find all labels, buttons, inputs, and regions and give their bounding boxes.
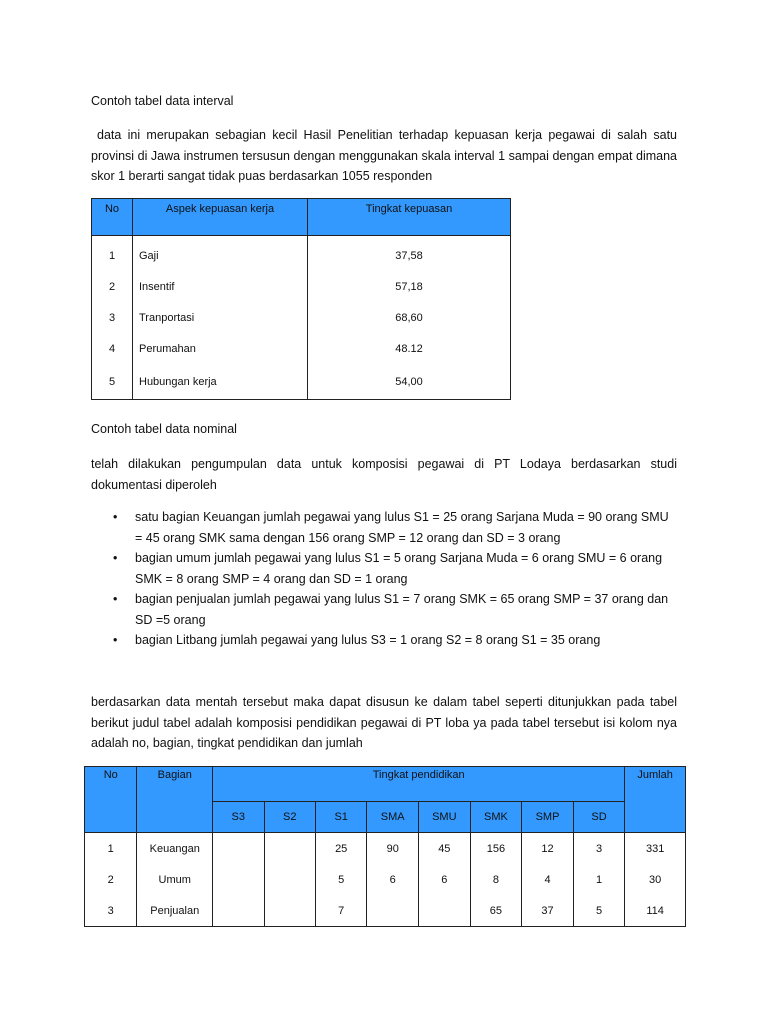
cell-tingkat: 54,00 (308, 364, 511, 400)
cell-no: 3 (92, 302, 133, 333)
cell-sma (367, 895, 419, 927)
cell-s2 (264, 833, 315, 865)
cell-s1: 25 (315, 833, 366, 865)
cell-smk: 65 (470, 895, 522, 927)
paragraph-interval: data ini merupakan sebagian kecil Hasil Penelitian terhadap kepuasan kerja pegawai di salah satu provinsi di Jawa instrumen tersusun dengan menggunakan skala interval 1 sampai dengan empat dimana skor 1 berarti sangat tidak puas berdasarkan 1055 responden (91, 128, 677, 183)
cell-smu (419, 895, 471, 927)
table-subheader-s3: S3 (213, 802, 264, 833)
cell-sd: 3 (573, 833, 624, 865)
cell-sd: 1 (573, 864, 624, 895)
cell-s2 (264, 864, 315, 895)
cell-no: 5 (92, 364, 133, 400)
table-header-no: No (92, 199, 133, 236)
cell-smu: 6 (419, 864, 471, 895)
cell-sma: 6 (367, 864, 419, 895)
cell-tingkat: 37,58 (308, 236, 511, 272)
table-subheader-smk: SMK (470, 802, 522, 833)
table-row (85, 833, 686, 865)
table-subheader-smu: SMU (419, 802, 471, 833)
cell-jumlah: 114 (625, 895, 686, 927)
cell-tingkat: 68,60 (308, 302, 511, 333)
table-nominal (84, 766, 686, 927)
cell-aspek: Tranportasi (133, 302, 308, 333)
cell-aspek: Perumahan (133, 333, 308, 364)
table-interval (91, 198, 511, 400)
cell-bagian: Umum (137, 864, 213, 895)
table-row (92, 271, 511, 302)
cell-no: 2 (85, 864, 137, 895)
cell-smp: 12 (522, 833, 574, 865)
bullet-icon: • (113, 592, 118, 606)
table-header-tingkat-pendidikan: Tingkat pendidikan (213, 767, 625, 802)
cell-jumlah: 30 (625, 864, 686, 895)
table-row (92, 236, 511, 272)
heading-interval: Contoh tabel data interval (91, 94, 234, 108)
cell-no: 1 (92, 236, 133, 272)
cell-no: 3 (85, 895, 137, 927)
cell-aspek: Insentif (133, 271, 308, 302)
bullet-icon: • (113, 551, 118, 565)
cell-smp: 37 (522, 895, 574, 927)
list-item: • bagian penjualan jumlah pegawai yang lulus S1 = 7 orang SMK = 65 orang SMP = 37 orang dan SD =5 orang (91, 589, 677, 630)
cell-s3 (213, 864, 264, 895)
cell-s2 (264, 895, 315, 927)
cell-smu: 45 (419, 833, 471, 865)
cell-tingkat: 48.12 (308, 333, 511, 364)
table-row (85, 895, 686, 927)
cell-sma: 90 (367, 833, 419, 865)
cell-sd: 5 (573, 895, 624, 927)
cell-no: 1 (85, 833, 137, 865)
table-subheader-sma: SMA (367, 802, 419, 833)
table-row (92, 333, 511, 364)
cell-smk: 8 (470, 864, 522, 895)
cell-aspek: Hubungan kerja (133, 364, 308, 400)
table-header-no: No (85, 767, 137, 833)
bullet-icon: • (113, 633, 118, 647)
table-header-tingkat: Tingkat kepuasan (308, 199, 511, 236)
cell-no: 2 (92, 271, 133, 302)
table-row (85, 864, 686, 895)
table-subheader-smp: SMP (522, 802, 574, 833)
table-subheader-s2: S2 (264, 802, 315, 833)
cell-s1: 7 (315, 895, 366, 927)
table-header-bagian: Bagian (137, 767, 213, 833)
bullet-icon: • (113, 510, 118, 524)
table-header-aspek: Aspek kepuasan kerja (133, 199, 308, 236)
cell-jumlah: 331 (625, 833, 686, 865)
heading-nominal: Contoh tabel data nominal (91, 422, 237, 436)
list-item: • satu bagian Keuangan jumlah pegawai yang lulus S1 = 25 orang Sarjana Muda = 90 orang SMU = 45 orang SMK sama dengan 156 orang SMP = 12 orang dan SD = 3 orang (91, 507, 677, 548)
cell-s3 (213, 833, 264, 865)
cell-tingkat: 57,18 (308, 271, 511, 302)
cell-smp: 4 (522, 864, 574, 895)
table-row (92, 302, 511, 333)
cell-s1: 5 (315, 864, 366, 895)
cell-no: 4 (92, 333, 133, 364)
paragraph-nominal: telah dilakukan pengumpulan data untuk komposisi pegawai di PT Lodaya berdasarkan studi dokumentasi diperoleh (91, 457, 677, 492)
table-header-jumlah: Jumlah (625, 767, 686, 833)
cell-bagian: Penjualan (137, 895, 213, 927)
cell-bagian: Keuangan (137, 833, 213, 865)
table-subheader-sd: SD (573, 802, 624, 833)
bullet-list (91, 507, 677, 651)
cell-smk: 156 (470, 833, 522, 865)
table-row (92, 364, 511, 400)
list-item: • bagian umum jumlah pegawai yang lulus S1 = 5 orang Sarjana Muda = 6 orang SMU = 6 orang SMK = 8 orang SMP = 4 orang dan SD = 1 orang (91, 548, 677, 589)
list-item: • bagian Litbang jumlah pegawai yang lulus S3 = 1 orang S2 = 8 orang S1 = 35 orang (91, 630, 677, 651)
paragraph-summary: berdasarkan data mentah tersebut maka dapat disusun ke dalam tabel seperti ditunjukkan pada tabel berikut judul tabel adalah komposisi pendidikan pegawai di PT loba ya pada tabel tersebut isi kolom nya adalah no, bagian, tingkat pendidikan dan jumlah (91, 695, 677, 750)
cell-s3 (213, 895, 264, 927)
cell-aspek: Gaji (133, 236, 308, 272)
table-subheader-s1: S1 (315, 802, 366, 833)
